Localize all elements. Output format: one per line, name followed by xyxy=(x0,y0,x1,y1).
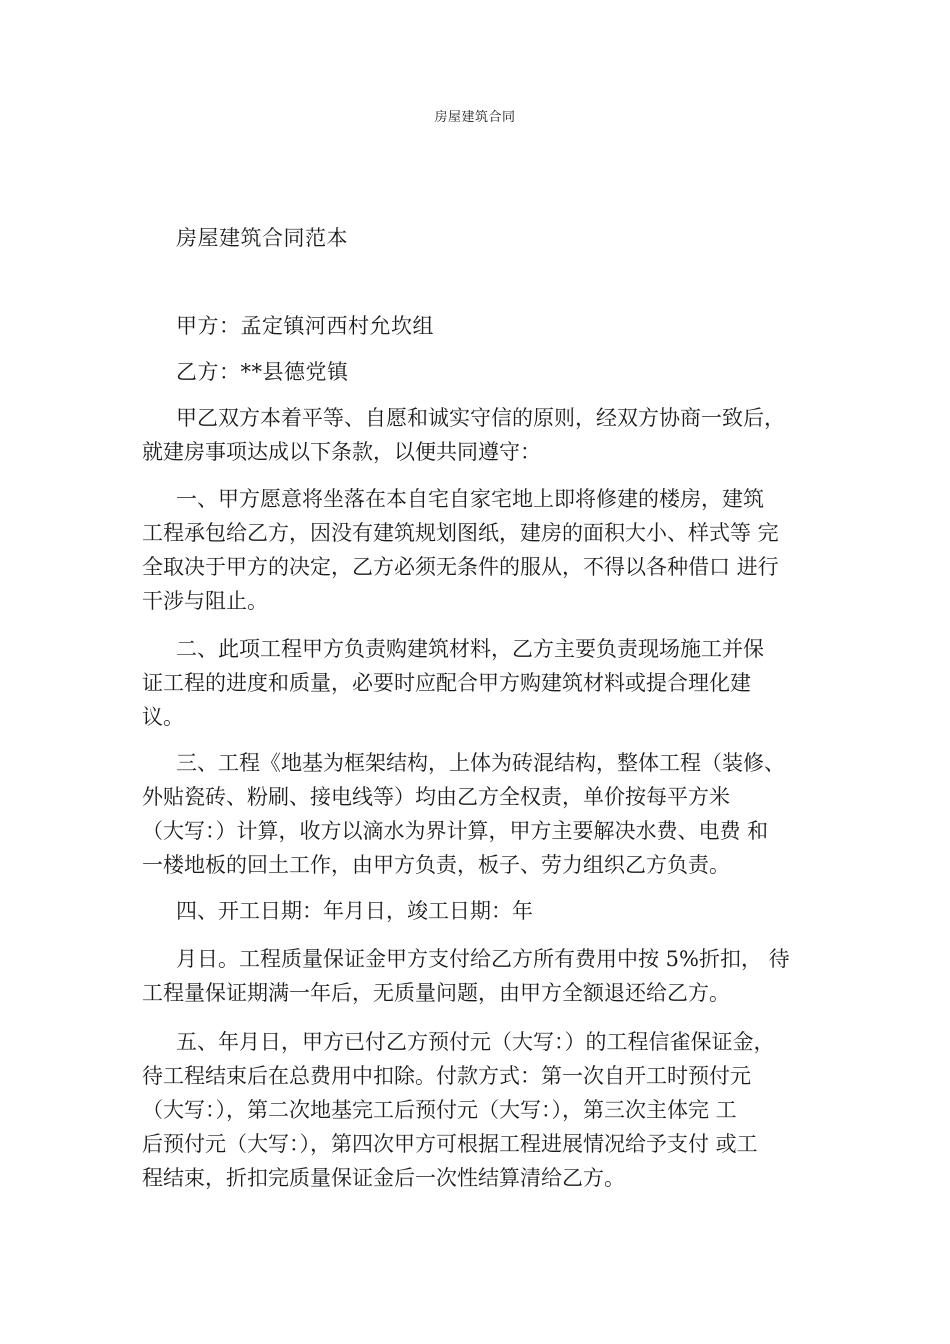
paragraph-line: 后预付元（大写：），第四次甲方可根据工程进展情况给予支付 或工 xyxy=(142,1132,758,1156)
paragraph-line: 干涉与阻止。 xyxy=(142,589,268,613)
paragraph-line: 月日。工程质量保证金甲方支付给乙方所有费用中按 5%折扣， 待 xyxy=(176,947,790,971)
paragraph-line: 五、年月日，甲方已付乙方预付元（大写：）的工程信雀保证金， xyxy=(176,1030,775,1054)
paragraph-line: 甲乙双方本着平等、自愿和诚实守信的原则，经双方协商一致后， xyxy=(176,406,785,430)
paragraph-line: 一、甲方愿意将坐落在本自宅自家宅地上即将修建的楼房，建筑 xyxy=(176,487,764,511)
paragraph-line: 四、开工日期：年月日，竣工日期：年 xyxy=(176,899,533,923)
paragraph-line: 外贴瓷砖、粉刷、接电线等）均由乙方全权责，单价按每平方米 xyxy=(142,785,730,809)
paragraph-line: 三、工程《地基为框架结构，上体为砖混结构，整体工程（装修、 xyxy=(176,751,785,775)
paragraph-line: 议。 xyxy=(142,705,184,729)
paragraph-clause-5 xyxy=(142,1025,832,1195)
paragraph-line: （大写：），第二次地基完工后预付元（大写：），第三次主体完 工 xyxy=(142,1098,737,1122)
paragraph-line: 工程量保证期满一年后，无质量问题，由甲方全额退还给乙方。 xyxy=(142,981,730,1005)
paragraph-line: 证工程的进度和质量，必要时应配合甲方购建筑材料或提合理化建 xyxy=(142,671,751,695)
running-header: 房屋建筑合同 xyxy=(434,110,516,125)
party-a: 甲方：孟定镇河西村允坎组 xyxy=(176,314,434,338)
paragraph-clause-4-cont xyxy=(142,942,832,1010)
document-title: 房屋建筑合同范本 xyxy=(176,226,348,250)
paragraph-clause-1 xyxy=(142,482,832,618)
paragraph-preamble xyxy=(142,401,832,469)
paragraph-line: 一楼地板的回土工作，由甲方负责，板子、劳力组织乙方负责。 xyxy=(142,853,730,877)
paragraph-clause-2 xyxy=(142,632,832,734)
paragraph-line: 待工程结束后在总费用中扣除。付款方式：第一次自开工时预付元 xyxy=(142,1064,751,1088)
party-b: 乙方：**县德党镇 xyxy=(176,360,349,384)
paragraph-line: 全取决于甲方的决定，乙方必须无条件的服从，不得以各种借口 进行 xyxy=(142,555,779,579)
paragraph-line: （大写：）计算，收方以滴水为界计算，甲方主要解决水费、电费 和 xyxy=(142,819,769,843)
paragraph-line: 程结束，折扣完质量保证金后一次性结算清给乙方。 xyxy=(142,1166,625,1190)
paragraph-line: 二、此项工程甲方负责购建筑材料，乙方主要负责现场施工并保 xyxy=(176,637,764,661)
paragraph-clause-3 xyxy=(142,746,832,882)
paragraph-line: 就建房事项达成以下条款，以便共同遵守： xyxy=(142,440,541,464)
paragraph-clause-4 xyxy=(142,894,832,928)
paragraph-line: 工程承包给乙方，因没有建筑规划图纸，建房的面积大小、样式等 完 xyxy=(142,521,779,545)
